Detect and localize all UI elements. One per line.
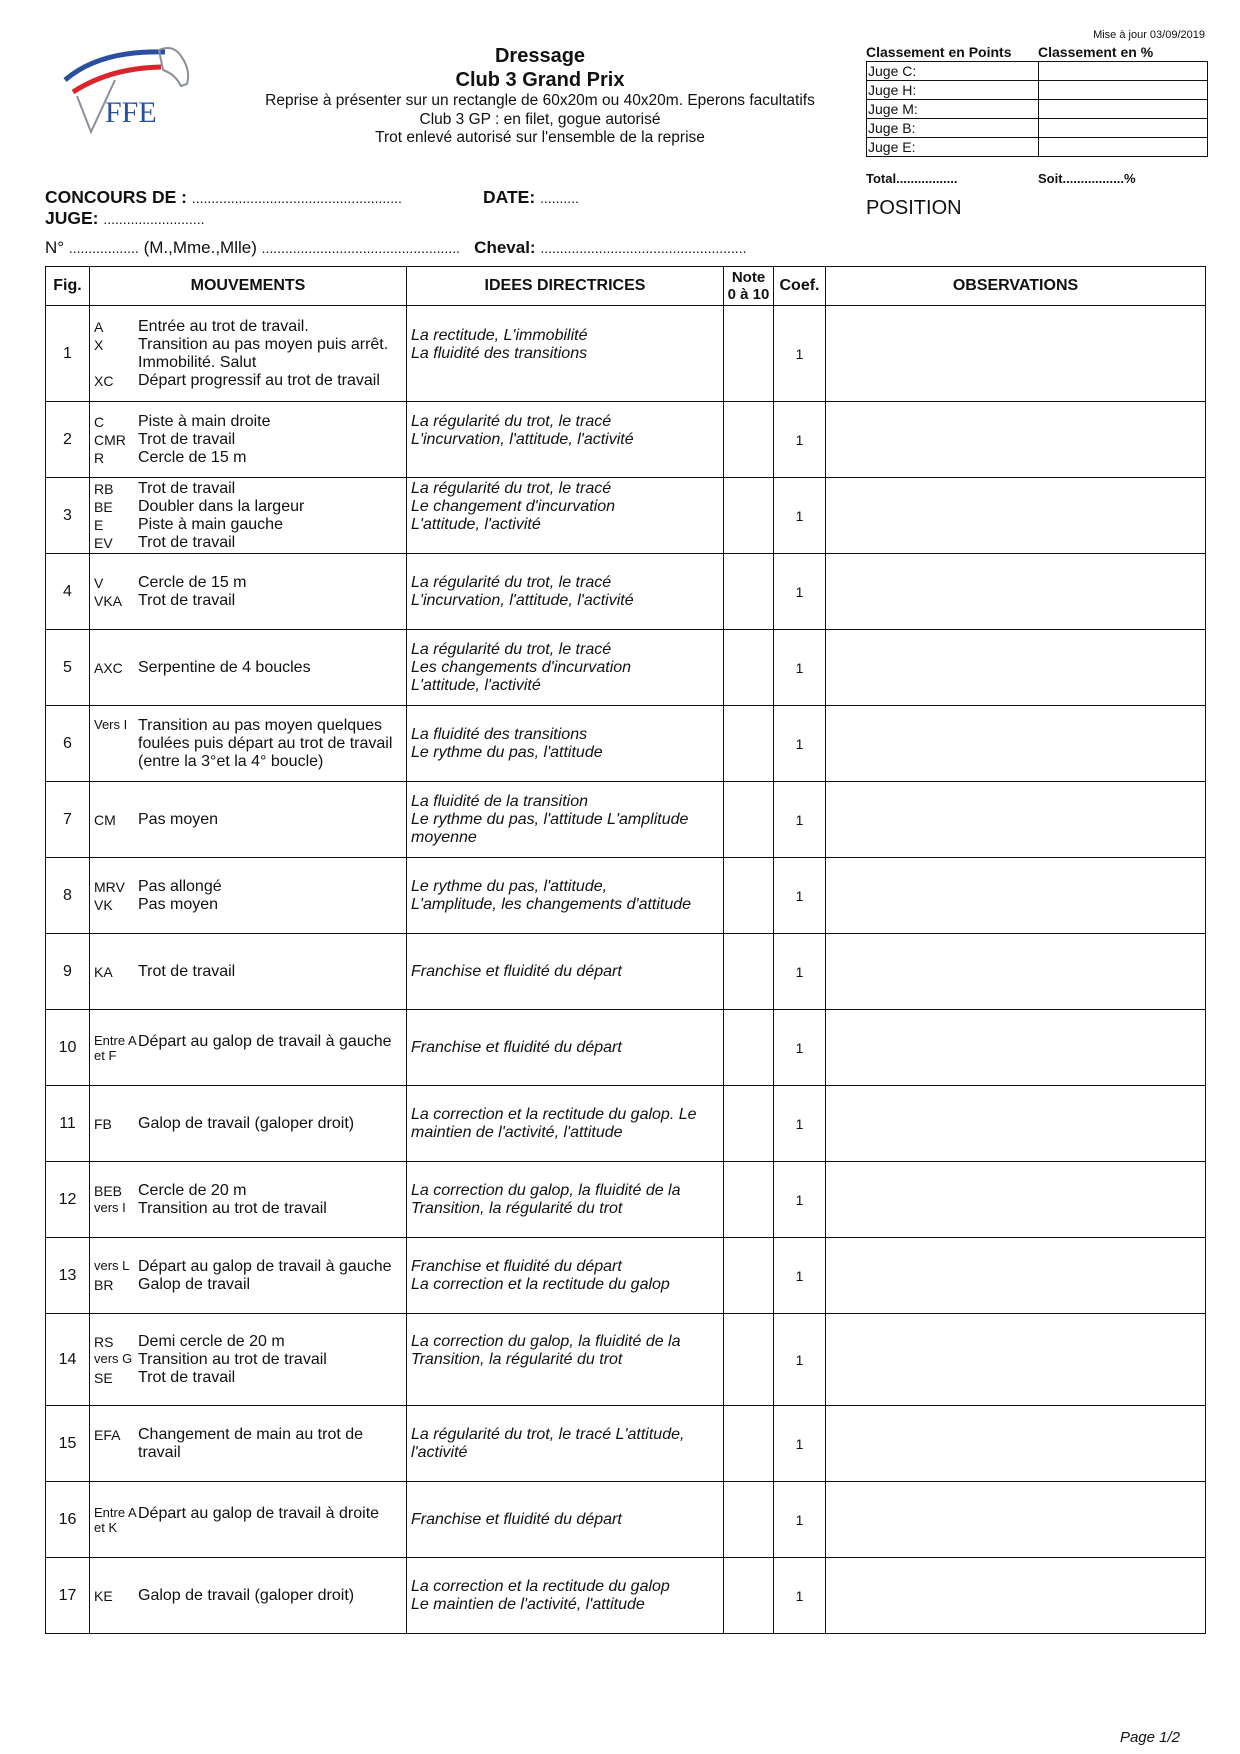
note-input[interactable] bbox=[724, 1406, 774, 1482]
arena-letters: A bbox=[94, 318, 104, 335]
juge-field[interactable] bbox=[45, 208, 205, 229]
movement-line bbox=[90, 1426, 406, 1462]
guideline-text bbox=[407, 363, 723, 381]
movement-line bbox=[90, 498, 406, 516]
arena-letters: CMR bbox=[94, 431, 126, 448]
coefficient: 1 bbox=[774, 782, 826, 858]
guideline-text: Franchise et fluidité du départ bbox=[411, 1510, 622, 1528]
guidelines-cell bbox=[407, 1482, 724, 1558]
arena-letters: R bbox=[94, 449, 105, 466]
movement-text: Galop de travail bbox=[138, 1275, 251, 1293]
movement-text: Cercle de 20 m bbox=[138, 1181, 247, 1199]
guideline-text bbox=[407, 449, 723, 467]
juge-label: JUGE: bbox=[45, 208, 99, 228]
arena-letters: BEB bbox=[94, 1182, 123, 1199]
note-header: Note 0 à 10 bbox=[724, 267, 774, 306]
coefficient: 1 bbox=[774, 402, 826, 478]
arena-letters: VK bbox=[94, 896, 113, 913]
percent-heading: Classement en % bbox=[1038, 44, 1154, 60]
note-input[interactable] bbox=[724, 1162, 774, 1238]
note-input[interactable] bbox=[724, 1314, 774, 1406]
coefficient: 1 bbox=[774, 306, 826, 402]
movement-text: Trot de travail bbox=[138, 533, 236, 551]
observations-input[interactable] bbox=[826, 1314, 1206, 1406]
mouvements-header: MOUVEMENTS bbox=[90, 267, 407, 306]
movements-cell bbox=[90, 554, 407, 630]
movement-line bbox=[90, 318, 406, 336]
scoring-table bbox=[45, 266, 1206, 1634]
note-input[interactable] bbox=[724, 858, 774, 934]
movement-text: Trot de travail bbox=[138, 1368, 236, 1386]
arena-letters: VKA bbox=[94, 592, 123, 609]
guideline-text: L'amplitude, les changements d'attitude bbox=[411, 895, 692, 913]
guideline-text: La correction et la rectitude du galop bbox=[411, 1275, 670, 1293]
coefficient: 1 bbox=[774, 1558, 826, 1634]
table-row bbox=[46, 1314, 1206, 1406]
movement-line bbox=[90, 1033, 406, 1063]
guidelines-cell bbox=[407, 1162, 724, 1238]
observations-input[interactable] bbox=[826, 934, 1206, 1010]
movement-line bbox=[90, 574, 406, 592]
movement-text: Pas allongé bbox=[138, 877, 222, 895]
arena-letters: XC bbox=[94, 372, 114, 389]
page-title: Dressage bbox=[494, 45, 586, 67]
table-row bbox=[46, 934, 1206, 1010]
movement-line bbox=[90, 431, 406, 449]
movement-text: Transition au pas moyen quelques foulées puis départ au trot de travail (entre la 3°et la 4° boucle) bbox=[138, 716, 393, 770]
coefficient: 1 bbox=[774, 1482, 826, 1558]
judge-e-pct-field[interactable] bbox=[1039, 138, 1208, 157]
guideline-text: Le rythme du pas, l'attitude bbox=[411, 743, 603, 761]
total-field[interactable]: Total................. bbox=[866, 171, 958, 186]
movements-cell bbox=[90, 1238, 407, 1314]
observations-input[interactable] bbox=[826, 630, 1206, 706]
table-row bbox=[46, 306, 1206, 402]
arena-letters: C bbox=[94, 413, 105, 430]
movement-text: Trot de travail bbox=[138, 479, 236, 497]
figure-number: 10 bbox=[46, 1010, 90, 1086]
movements-cell bbox=[90, 1558, 407, 1634]
table-row bbox=[46, 1406, 1206, 1482]
movement-line bbox=[90, 878, 406, 896]
concours-dots: ...................................................... bbox=[191, 190, 402, 206]
judge-c-label: Juge C: bbox=[867, 62, 1039, 81]
judge-m-label: Juge M: bbox=[867, 100, 1039, 119]
juge-dots: .......................... bbox=[103, 211, 205, 227]
guideline-text: La correction et la rectitude du galop bbox=[411, 1577, 670, 1595]
observations-input[interactable] bbox=[826, 1238, 1206, 1314]
concours-label: CONCOURS DE : bbox=[45, 187, 187, 207]
figure-number: 8 bbox=[46, 858, 90, 934]
arena-letters: vers L bbox=[94, 1257, 130, 1273]
table-row bbox=[46, 554, 1206, 630]
arena-letters: V bbox=[94, 574, 104, 591]
movements-cell bbox=[90, 1162, 407, 1238]
guidelines-cell bbox=[407, 630, 724, 706]
num-dots: .................. bbox=[68, 240, 139, 256]
guidelines-cell bbox=[407, 306, 724, 402]
movement-text: Trot de travail bbox=[138, 430, 236, 448]
movement-text: Transition au pas moyen puis arrêt. Immobilité. Salut bbox=[138, 335, 389, 371]
observations-input[interactable] bbox=[826, 1406, 1206, 1482]
movement-line bbox=[90, 413, 406, 431]
guidelines-cell bbox=[407, 706, 724, 782]
cheval-dots: ..................................................... bbox=[540, 240, 747, 256]
table-row bbox=[46, 1162, 1206, 1238]
note-input[interactable] bbox=[724, 706, 774, 782]
observations-input[interactable] bbox=[826, 554, 1206, 630]
coefficient: 1 bbox=[774, 1086, 826, 1162]
movement-text: Trot de travail bbox=[138, 962, 236, 980]
guideline-text: Franchise et fluidité du départ bbox=[411, 1257, 622, 1275]
header-line-3: Trot enlevé autorisé sur l'ensemble de la reprise bbox=[375, 129, 705, 146]
page-subtitle: Club 3 Grand Prix bbox=[455, 69, 625, 91]
note-input[interactable] bbox=[724, 934, 774, 1010]
movements-cell bbox=[90, 1010, 407, 1086]
arena-letters: MRV bbox=[94, 878, 125, 895]
arena-letters: Vers I bbox=[94, 716, 128, 732]
movement-text: Galop de travail (galoper droit) bbox=[138, 1586, 355, 1604]
movement-text: Galop de travail (galoper droit) bbox=[138, 1114, 355, 1132]
guideline-text: Le rythme du pas, l'attitude, bbox=[411, 877, 608, 895]
table-row bbox=[46, 858, 1206, 934]
coefficient: 1 bbox=[774, 630, 826, 706]
guideline-text: Transition, la régularité du trot bbox=[411, 1350, 623, 1368]
date-field[interactable] bbox=[483, 187, 579, 208]
figure-number: 9 bbox=[46, 934, 90, 1010]
movement-text: Transition au trot de travail bbox=[138, 1199, 327, 1217]
arena-letters: AXC bbox=[94, 659, 123, 676]
movement-text: Pas moyen bbox=[138, 895, 219, 913]
update-date: Mise à jour 03/09/2019 bbox=[1093, 29, 1205, 41]
judges-table bbox=[866, 61, 1208, 157]
movements-cell bbox=[90, 858, 407, 934]
guideline-text: La rectitude, L'immobilité bbox=[411, 326, 588, 344]
observations-input[interactable] bbox=[826, 402, 1206, 478]
coefficient: 1 bbox=[774, 1314, 826, 1406]
note-input[interactable] bbox=[724, 782, 774, 858]
movement-text: Piste à main droite bbox=[138, 412, 271, 430]
figure-number: 16 bbox=[46, 1482, 90, 1558]
movement-text: Départ au galop de travail à gauche bbox=[138, 1032, 392, 1050]
cheval-label: Cheval: bbox=[474, 238, 536, 257]
guideline-text: Les changements d'incurvation bbox=[411, 658, 632, 676]
guideline-text: Franchise et fluidité du départ bbox=[411, 962, 622, 980]
figure-number: 6 bbox=[46, 706, 90, 782]
movement-text: Départ au galop de travail à gauche bbox=[138, 1257, 392, 1275]
movements-cell bbox=[90, 782, 407, 858]
arena-letters: EV bbox=[94, 534, 113, 551]
arena-letters: KA bbox=[94, 963, 113, 980]
movement-text: Doubler dans la largeur bbox=[138, 497, 305, 515]
note-input[interactable] bbox=[724, 630, 774, 706]
logo-text: FFE bbox=[105, 96, 157, 129]
arena-letters: KE bbox=[94, 1587, 113, 1604]
observations-input[interactable] bbox=[826, 1558, 1206, 1634]
guidelines-cell bbox=[407, 1086, 724, 1162]
figure-number: 3 bbox=[46, 478, 90, 554]
movement-text: Piste à main gauche bbox=[138, 515, 283, 533]
movements-cell bbox=[90, 402, 407, 478]
note-input[interactable] bbox=[724, 478, 774, 554]
observations-input[interactable] bbox=[826, 478, 1206, 554]
movement-line bbox=[90, 592, 406, 610]
movement-line bbox=[90, 1115, 406, 1133]
movement-line bbox=[90, 963, 406, 981]
movements-cell bbox=[90, 934, 407, 1010]
guideline-text bbox=[407, 1369, 723, 1387]
movement-line bbox=[90, 336, 406, 372]
arena-letters: vers G bbox=[94, 1350, 133, 1366]
movement-text: Serpentine de 4 boucles bbox=[138, 658, 311, 676]
arena-letters: Entre A et K bbox=[94, 1504, 136, 1535]
fig-header: Fig. bbox=[46, 267, 90, 306]
points-heading: Classement en Points bbox=[866, 44, 1012, 60]
observations-input[interactable] bbox=[826, 1162, 1206, 1238]
ffe-logo bbox=[55, 40, 205, 140]
figure-number: 17 bbox=[46, 1558, 90, 1634]
num-label: N° bbox=[45, 238, 65, 257]
observations-input[interactable] bbox=[826, 782, 1206, 858]
figure-number: 14 bbox=[46, 1314, 90, 1406]
guideline-text: La fluidité des transitions bbox=[411, 725, 588, 743]
movement-text: Trot de travail bbox=[138, 591, 236, 609]
observations-input[interactable] bbox=[826, 1086, 1206, 1162]
idees-header: IDEES DIRECTRICES bbox=[407, 267, 724, 306]
guidelines-cell bbox=[407, 1406, 724, 1482]
movement-line bbox=[90, 811, 406, 829]
guideline-text: La régularité du trot, le tracé bbox=[411, 573, 612, 591]
guideline-text: Le changement d'incurvation bbox=[411, 497, 616, 515]
observations-input[interactable] bbox=[826, 306, 1206, 402]
movements-cell bbox=[90, 706, 407, 782]
arena-letters: SE bbox=[94, 1369, 113, 1386]
guideline-text: La fluidité de la transition bbox=[411, 792, 588, 810]
coefficient: 1 bbox=[774, 858, 826, 934]
movement-line bbox=[90, 1200, 406, 1218]
figure-number: 4 bbox=[46, 554, 90, 630]
movement-text: Départ progressif au trot de travail bbox=[138, 371, 380, 389]
figure-number: 7 bbox=[46, 782, 90, 858]
movement-text: Départ au galop de travail à droite bbox=[138, 1504, 380, 1522]
guideline-text: La correction du galop, la fluidité de la bbox=[411, 1332, 681, 1350]
movement-line bbox=[90, 1182, 406, 1200]
header-line-2: Club 3 GP : en filet, gogue autorisé bbox=[419, 110, 661, 128]
judge-c-pct-field[interactable] bbox=[1039, 62, 1208, 81]
position-label: POSITION bbox=[866, 197, 962, 219]
guideline-text: Le rythme du pas, l'attitude L'amplitude moyenne bbox=[411, 810, 689, 846]
arena-letters: BR bbox=[94, 1276, 114, 1293]
movement-text: Cercle de 15 m bbox=[138, 573, 247, 591]
figure-number: 12 bbox=[46, 1162, 90, 1238]
movement-text: Entrée au trot de travail. bbox=[138, 317, 309, 335]
table-row bbox=[46, 402, 1206, 478]
movement-text: Pas moyen bbox=[138, 810, 219, 828]
coefficient: 1 bbox=[774, 1162, 826, 1238]
arena-letters: E bbox=[94, 516, 104, 533]
guideline-text: La régularité du trot, le tracé bbox=[411, 412, 612, 430]
movement-text: Changement de main au trot de travail bbox=[138, 1425, 364, 1461]
guideline-text: La correction du galop, la fluidité de la bbox=[411, 1181, 681, 1199]
judge-m-pct-field[interactable] bbox=[1039, 100, 1208, 119]
movement-line bbox=[90, 1276, 406, 1294]
table-header-row bbox=[46, 267, 1206, 306]
movement-line bbox=[90, 1505, 406, 1535]
arena-letters: vers I bbox=[94, 1199, 126, 1215]
note-input[interactable] bbox=[724, 306, 774, 402]
figure-number: 13 bbox=[46, 1238, 90, 1314]
movement-line bbox=[90, 717, 406, 771]
arena-letters: EFA bbox=[94, 1426, 121, 1443]
guideline-text: Le maintien de l'activité, l'attitude bbox=[411, 1595, 645, 1613]
guideline-text: La régularité du trot, le tracé bbox=[411, 640, 612, 658]
table-row bbox=[46, 1482, 1206, 1558]
guidelines-cell bbox=[407, 1558, 724, 1634]
judge-h-pct-field[interactable] bbox=[1039, 81, 1208, 100]
movement-line bbox=[90, 516, 406, 534]
guideline-text: La fluidité des transitions bbox=[411, 344, 588, 362]
guidelines-cell bbox=[407, 782, 724, 858]
note-input[interactable] bbox=[724, 1086, 774, 1162]
table-row bbox=[46, 1010, 1206, 1086]
judge-b-label: Juge B: bbox=[867, 119, 1039, 138]
guidelines-cell bbox=[407, 1314, 724, 1406]
judge-b-pct-field[interactable] bbox=[1039, 119, 1208, 138]
guideline-text: L'attitude, l'activité bbox=[411, 515, 541, 533]
movements-cell bbox=[90, 1086, 407, 1162]
movement-line bbox=[90, 1351, 406, 1369]
guidelines-cell bbox=[407, 934, 724, 1010]
page-number: Page 1/2 bbox=[1119, 1729, 1180, 1746]
header-block bbox=[220, 44, 860, 148]
movement-line bbox=[90, 1333, 406, 1351]
arena-letters: CM bbox=[94, 811, 116, 828]
figure-number: 1 bbox=[46, 306, 90, 402]
note-input[interactable] bbox=[724, 1238, 774, 1314]
guidelines-cell bbox=[407, 1010, 724, 1086]
movement-line bbox=[90, 659, 406, 677]
arena-letters: RS bbox=[94, 1333, 114, 1350]
coefficient: 1 bbox=[774, 1406, 826, 1482]
movement-line bbox=[90, 896, 406, 914]
concours-field[interactable] bbox=[45, 187, 402, 208]
guideline-text: La régularité du trot, le tracé L'attitude, l'activité bbox=[411, 1425, 685, 1461]
movements-cell bbox=[90, 1406, 407, 1482]
guidelines-cell bbox=[407, 1238, 724, 1314]
movement-line bbox=[90, 372, 406, 390]
figure-number: 5 bbox=[46, 630, 90, 706]
header-line-1: Reprise à présenter sur un rectangle de 60x20m ou 40x20m. Eperons facultatifs bbox=[265, 92, 815, 109]
date-label: DATE: bbox=[483, 187, 536, 207]
date-dots: .......... bbox=[540, 190, 579, 206]
guidelines-cell bbox=[407, 858, 724, 934]
coef-header: Coef. bbox=[774, 267, 826, 306]
movement-line bbox=[90, 480, 406, 498]
coefficient: 1 bbox=[774, 706, 826, 782]
observations-input[interactable] bbox=[826, 858, 1206, 934]
table-row bbox=[46, 630, 1206, 706]
movement-line bbox=[90, 1258, 406, 1276]
figure-number: 11 bbox=[46, 1086, 90, 1162]
note-input[interactable] bbox=[724, 1482, 774, 1558]
score-box bbox=[866, 44, 1211, 157]
arena-letters: RB bbox=[94, 480, 114, 497]
movement-line bbox=[90, 534, 406, 552]
movement-line bbox=[90, 1587, 406, 1605]
figure-number: 15 bbox=[46, 1406, 90, 1482]
table-row bbox=[46, 1558, 1206, 1634]
name-dots: ................................................... bbox=[261, 240, 460, 256]
guideline-text: Transition, la régularité du trot bbox=[411, 1199, 623, 1217]
note-input[interactable] bbox=[724, 554, 774, 630]
coefficient: 1 bbox=[774, 554, 826, 630]
note-input[interactable] bbox=[724, 1010, 774, 1086]
guidelines-cell bbox=[407, 402, 724, 478]
table-row bbox=[46, 1086, 1206, 1162]
logo-red-stroke bbox=[73, 67, 161, 92]
movement-text: Cercle de 15 m bbox=[138, 448, 247, 466]
guideline-text: L'incurvation, l'attitude, l'activité bbox=[411, 430, 634, 448]
note-input[interactable] bbox=[724, 402, 774, 478]
coefficient: 1 bbox=[774, 478, 826, 554]
movements-cell bbox=[90, 1314, 407, 1406]
movements-cell bbox=[90, 630, 407, 706]
table-row bbox=[46, 1238, 1206, 1314]
arena-letters: BE bbox=[94, 498, 113, 515]
guidelines-cell bbox=[407, 554, 724, 630]
guidelines-cell bbox=[407, 478, 724, 554]
guideline-text: L'attitude, l'activité bbox=[411, 676, 541, 694]
arena-letters: Entre A et F bbox=[94, 1032, 136, 1063]
coefficient: 1 bbox=[774, 1238, 826, 1314]
judge-h-label: Juge H: bbox=[867, 81, 1039, 100]
arena-letters: X bbox=[94, 336, 104, 353]
note-input[interactable] bbox=[724, 1558, 774, 1634]
movement-text: Demi cercle de 20 m bbox=[138, 1332, 285, 1350]
arena-letters: FB bbox=[94, 1115, 112, 1132]
guideline-text: La correction et la rectitude du galop. Le maintien de l'activité, l'attitude bbox=[411, 1105, 697, 1141]
movements-cell bbox=[90, 1482, 407, 1558]
coefficient: 1 bbox=[774, 1010, 826, 1086]
observations-input[interactable] bbox=[826, 1482, 1206, 1558]
civil-label: (M.,Mme.,Mlle) bbox=[143, 238, 257, 257]
observations-header: OBSERVATIONS bbox=[826, 267, 1206, 306]
coefficient: 1 bbox=[774, 934, 826, 1010]
table-row bbox=[46, 782, 1206, 858]
observations-input[interactable] bbox=[826, 706, 1206, 782]
movement-line bbox=[90, 449, 406, 467]
judge-e-label: Juge E: bbox=[867, 138, 1039, 157]
movement-line bbox=[90, 1369, 406, 1387]
table-row bbox=[46, 706, 1206, 782]
table-row bbox=[46, 478, 1206, 554]
rider-line[interactable] bbox=[45, 238, 746, 258]
movements-cell bbox=[90, 306, 407, 402]
guideline-text bbox=[407, 534, 723, 552]
figure-number: 2 bbox=[46, 402, 90, 478]
observations-input[interactable] bbox=[826, 1010, 1206, 1086]
movements-cell bbox=[90, 478, 407, 554]
guideline-text: L'incurvation, l'attitude, l'activité bbox=[411, 591, 634, 609]
guideline-text: Franchise et fluidité du départ bbox=[411, 1038, 622, 1056]
guideline-text: La régularité du trot, le tracé bbox=[411, 479, 612, 497]
soit-field[interactable]: Soit.................% bbox=[1038, 171, 1136, 186]
movement-text: Transition au trot de travail bbox=[138, 1350, 327, 1368]
